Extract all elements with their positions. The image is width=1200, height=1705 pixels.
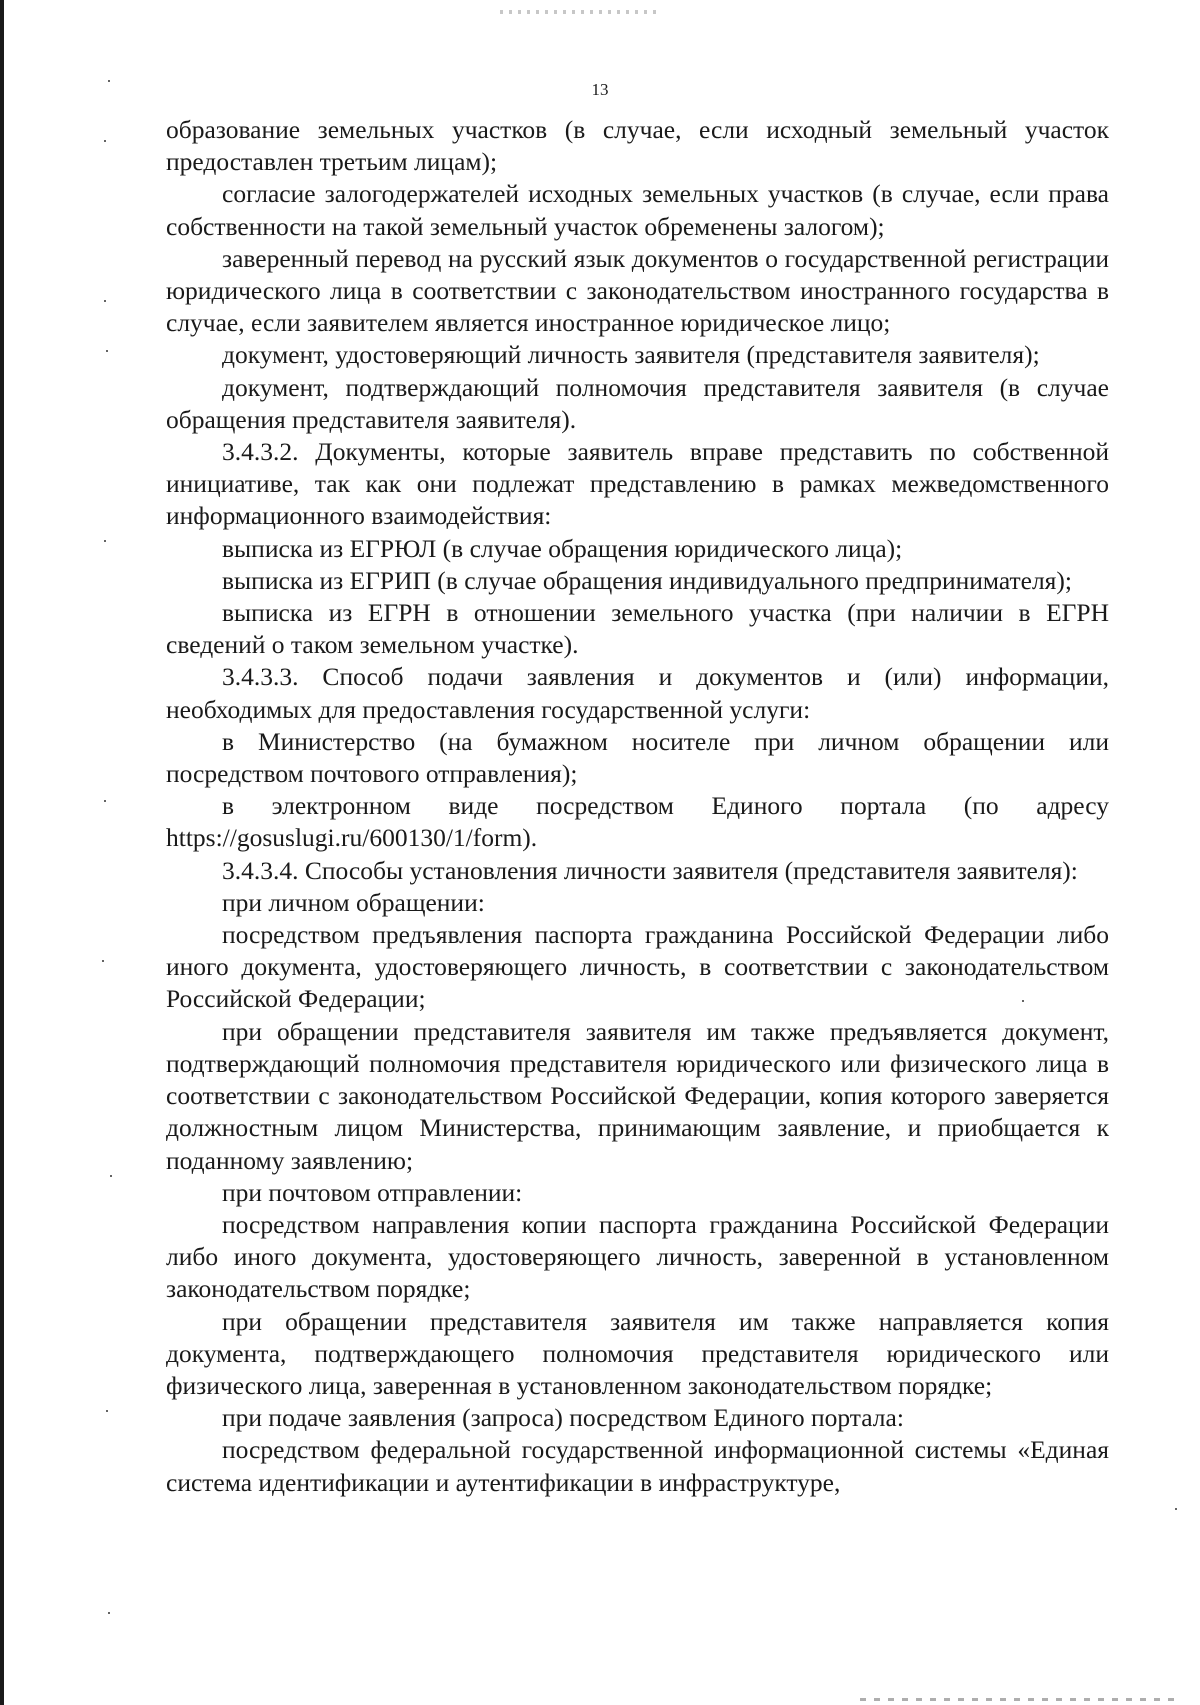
paragraph: посредством предъявления паспорта гражданина Российской Федерации либо иного документа, удостоверяющего личность, в соответствии с законодательством Российской Федерации; [166,920,1109,1014]
speck [1175,1508,1177,1510]
speck [106,1410,108,1412]
paragraph: документ, подтверждающий полномочия представителя заявителя (в случае обращения представителя заявителя). [166,372,1109,434]
paragraph: посредством направления копии паспорта гражданина Российской Федерации либо иного документа, удостоверяющего личность, заверенной в установленном законодательством порядке; [166,1209,1109,1304]
paragraph: 3.4.3.2. Документы, которые заявитель вправе представить по собственной инициативе, так как они подлежат представлению в рамках межведомственного информационного взаимодействия: [166,437,1109,531]
paragraph: 3.4.3.4. Способы установления личности заявителя (представителя заявителя): [222,855,1078,885]
paragraph: при подаче заявления (запроса) посредством Единого портала: [222,1403,904,1433]
speck [108,80,110,82]
paragraph: при почтовом отправлении: [222,1177,523,1207]
speck [106,350,108,352]
speck [110,1175,112,1177]
paragraph: выписка из ЕГРИП (в случае обращения индивидуального предпринимателя); [222,565,1072,595]
paragraph: при обращении представителя заявителя им также предъявляется документ, подтверждающий полномочия представителя юридического или физического лица в соответствии с законодательством Российской Федерации, копия которого заверяется должностным лицом Министерства, принимающим заявление, и приобщается к поданному заявлению; [166,1016,1109,1175]
speck [104,540,106,542]
paragraph: при обращении представителя заявителя им также направляется копия документа, подтверждающего полномочия представителя юридического или физического лица, заверенная в установленном законодательством порядке; [166,1306,1109,1400]
speck [104,140,106,142]
paragraph: выписка из ЕГРЮЛ (в случае обращения юридического лица); [222,533,903,563]
speck [1022,1000,1024,1002]
paragraph: образование земельных участков (в случае, если исходный земельный участок предоставлен третьим лицам); [166,115,1109,177]
speck [102,960,104,962]
page-number: 13 [591,80,609,99]
paragraph: заверенный перевод на русский язык документов о государственной регистрации юридического лица в соответствии с законодательством иностранного государства в случае, если заявителем является иностранное юридическое лицо; [166,243,1109,338]
speck [104,800,106,802]
paragraph: документ, удостоверяющий личность заявителя (представителя заявителя); [222,340,1040,370]
paragraph: согласие залогодержателей исходных земельных участков (в случае, если права собственности на такой земельный участок обременены залогом); [166,179,1109,241]
paragraph: посредством федеральной государственной информационной системы «Единая система идентификации и аутентификации в инфраструктуре, [166,1435,1109,1497]
paragraph: в Министерство (на бумажном носителе при личном обращении или посредством почтового отправления); [166,726,1109,789]
scan-noise-bottom [860,1698,1180,1701]
speck [104,300,106,302]
paragraph: выписка из ЕГРН в отношении земельного участка (при наличии в ЕГРН сведений о таком земельном участке). [166,598,1109,660]
scan-edge [0,0,4,1705]
paragraph: 3.4.3.3. Способ подачи заявления и документов и (или) информации, необходимых для предоставления государственной услуги: [166,662,1109,724]
paragraph: в электронном виде посредством Единого портала (по адресу https://gosuslugi.ru/600130/1/form). [166,791,1109,853]
scan-noise-top [500,10,660,14]
speck [108,1612,110,1614]
document-body [166,114,1109,1499]
paragraph: при личном обращении: [222,887,485,917]
